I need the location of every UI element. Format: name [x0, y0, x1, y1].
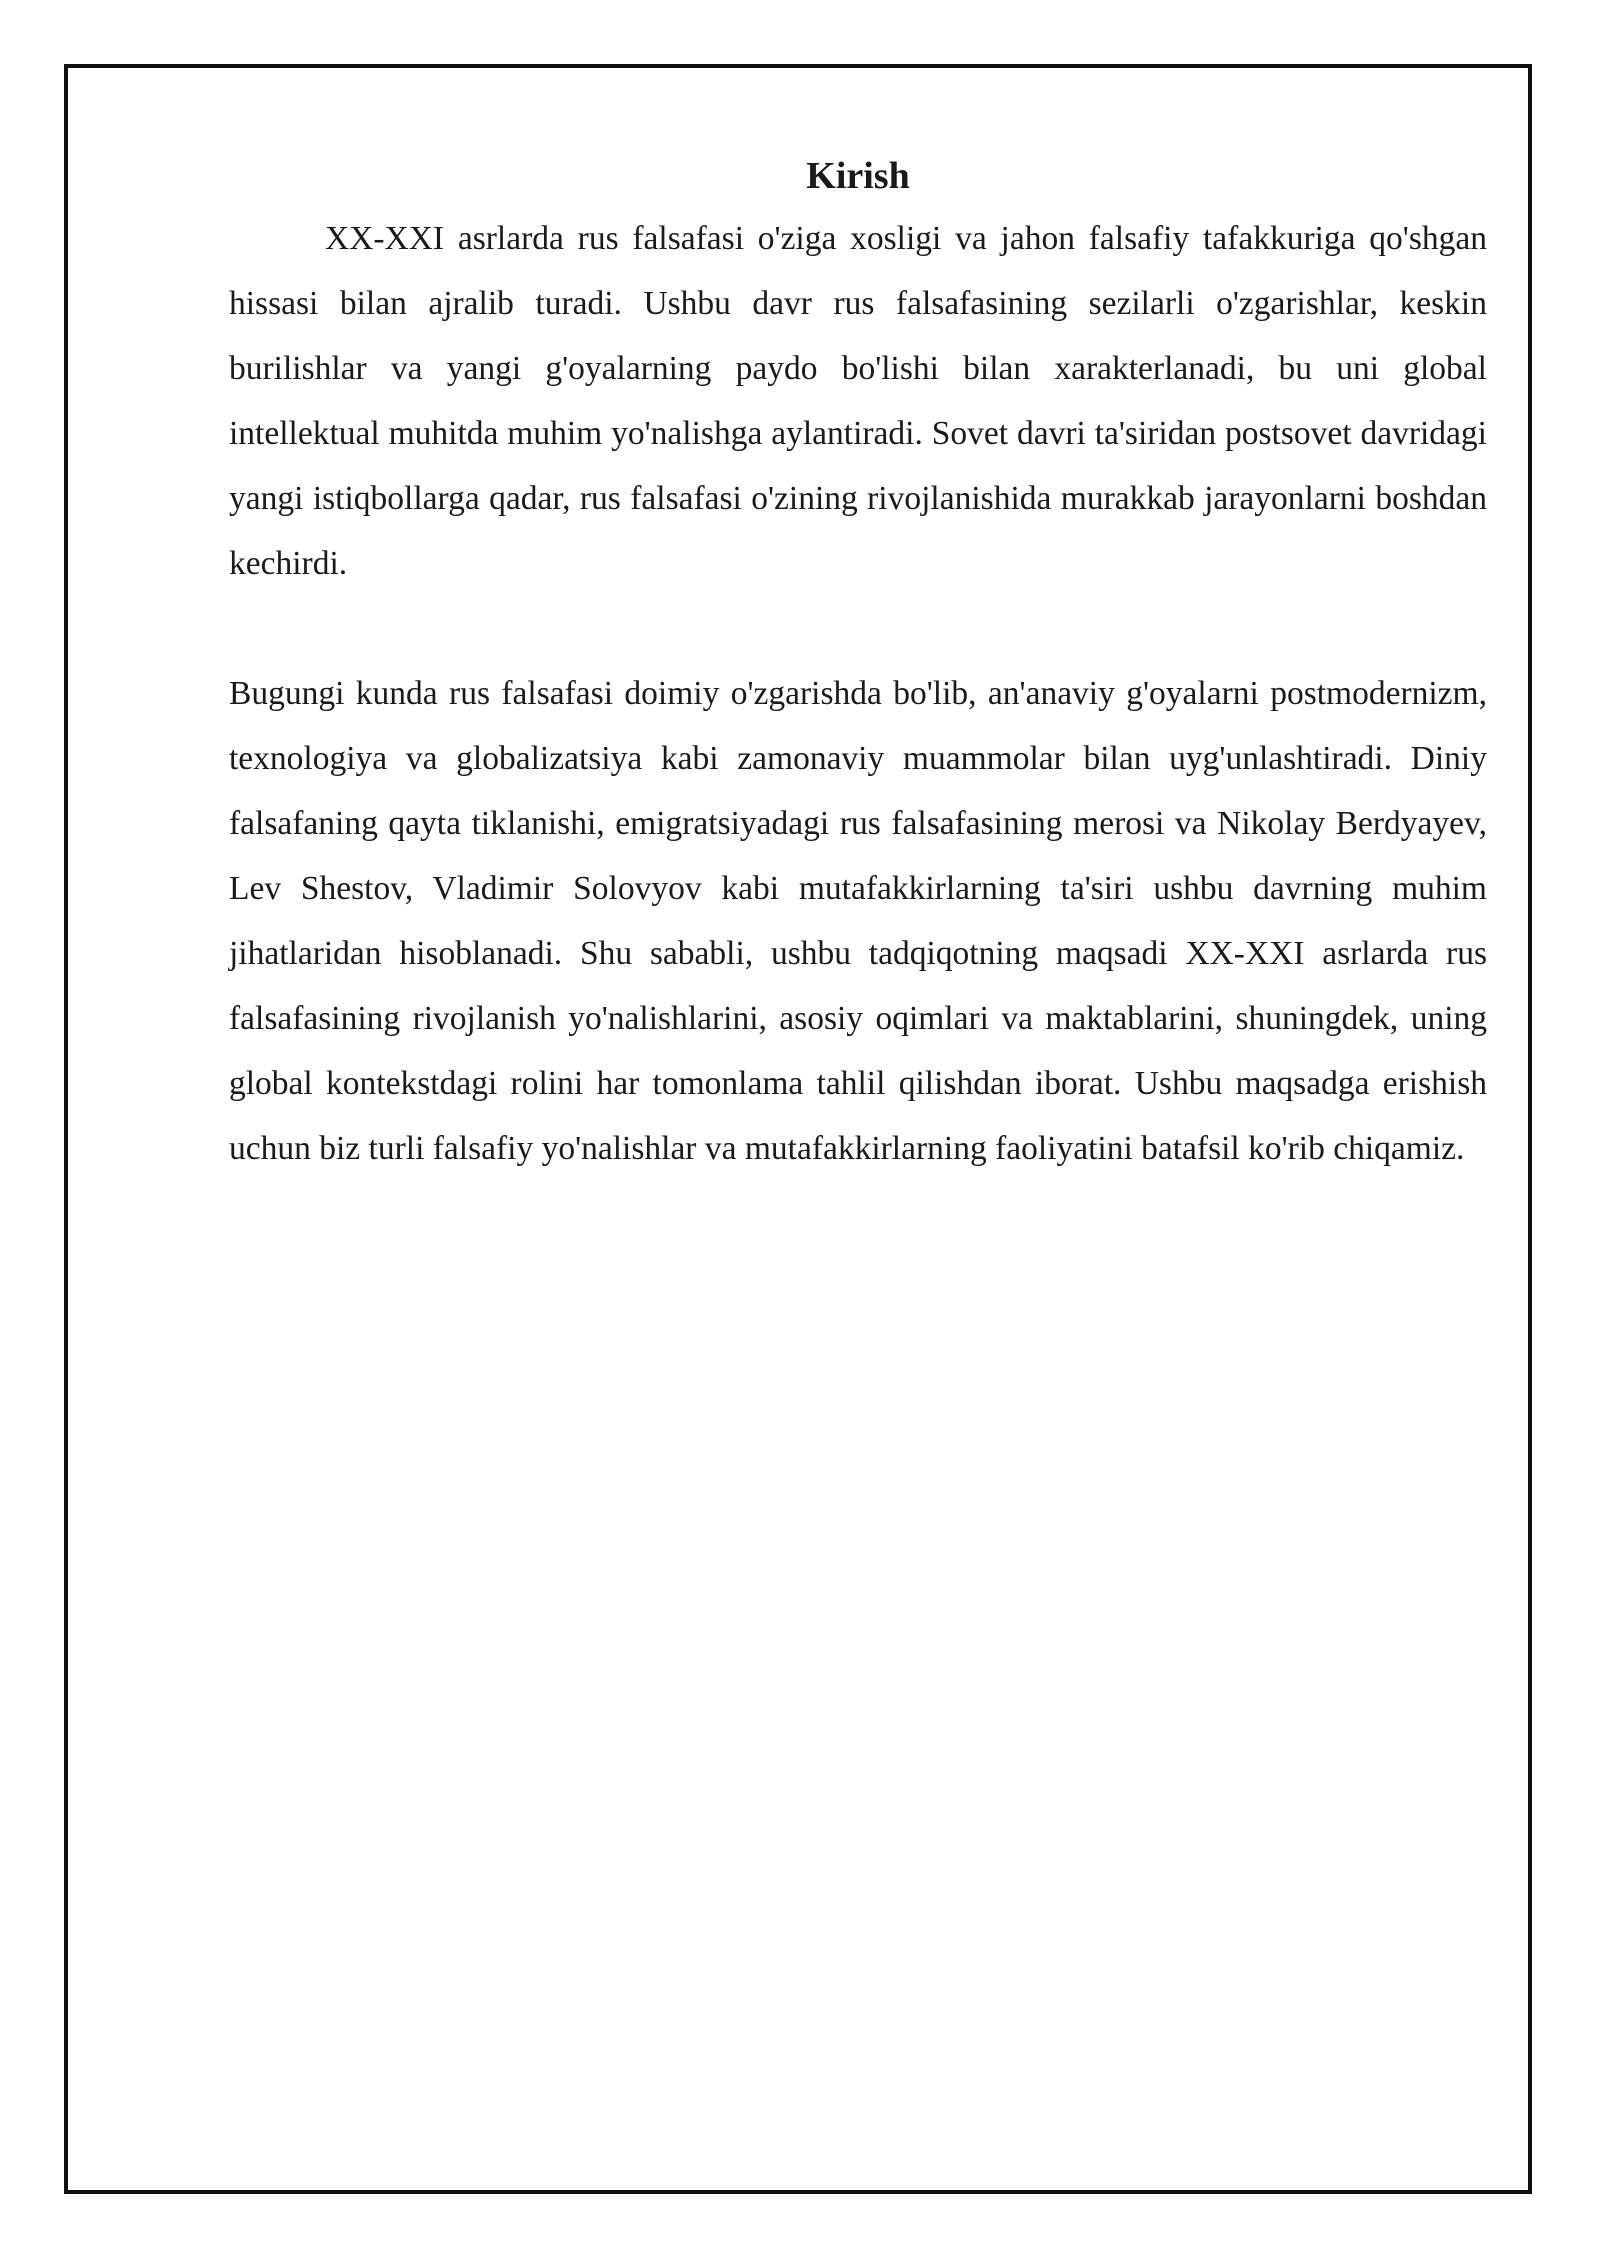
paragraph-spacer: [229, 596, 1487, 661]
document-body: [229, 148, 1487, 1181]
document-title: Kirish: [806, 155, 910, 197]
paragraph-1-text: XX-XXI asrlarda rus falsafasi o'ziga xosligi va jahon falsafiy tafakkuriga qo'shgan hissasi bilan ajralib turadi. Ushbu davr rus falsafasining sezilarli o'zgarishlar, keskin burilishlar va yangi g'oyalarning paydo bo'lishi bilan xarakterlanadi, bu uni global intellektual muhitda muhim yo'nalishga aylantiradi. Sovet davri ta'siridan postsovet davridagi yangi istiqbollarga qadar, rus falsafasi o'zining rivojlanishida murakkab jarayonlarni boshdan kechirdi.: [229, 220, 1487, 582]
paragraph-2: Bugungi kunda rus falsafasi doimiy o'zgarishda bo'lib, an'anaviy g'oyalarni postmodernizm, texnologiya va globalizatsiya kabi zamonaviy muammolar bilan uyg'unlashtiradi. Diniy falsafaning qayta tiklanishi, emigratsiyadagi rus falsafasining merosi va Nikolay Berdyayev, Lev Shestov, Vladimir Solovyov kabi mutafakkirlarning ta'siri ushbu davrning muhim jihatlaridan hisoblanadi. Shu sababli, ushbu tadqiqotning maqsadi XX-XXI asrlarda rus falsafasining rivojlanish yo'nalishlarini, asosiy oqimlari va maktablarini, shuningdek, uning global kontekstdagi rolini har tomonlama tahlil qilishdan iborat. Ushbu maqsadga erishish uchun biz turli falsafiy yo'nalishlar va mutafakkirlarning faoliyatini batafsil ko'rib chiqamiz.: [229, 675, 1487, 1167]
paragraph-1: [229, 206, 1487, 596]
